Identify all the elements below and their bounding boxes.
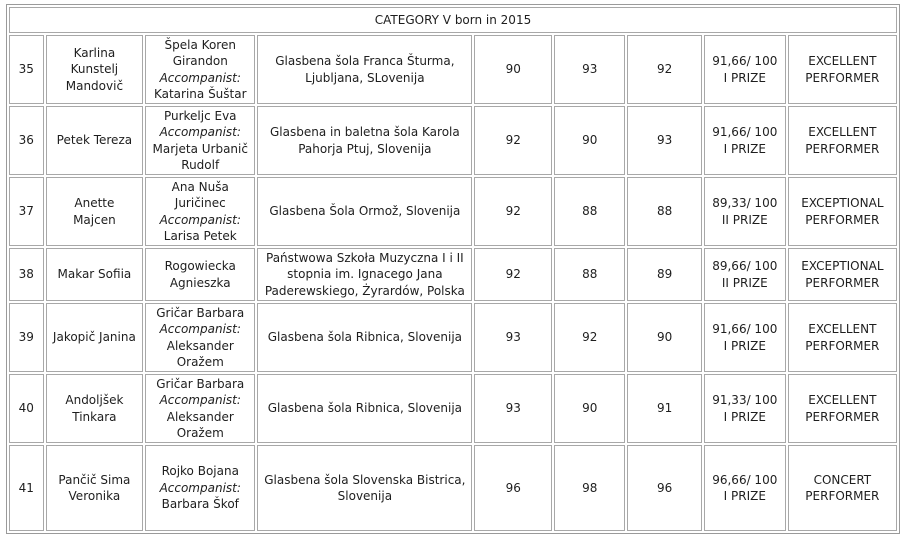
table-caption: CATEGORY V born in 2015: [9, 7, 897, 33]
award-cell: [788, 35, 897, 104]
jury-score-3: 93: [656, 133, 673, 148]
entry-number: 38: [18, 267, 34, 282]
award-cell: [788, 374, 897, 443]
total-score-cell: [704, 303, 786, 372]
total-score: 91,66/ 100: [712, 125, 778, 139]
accompanist-name: Katarina Šuštar: [153, 87, 247, 101]
jury-score-3-cell: [627, 303, 701, 372]
school-cell: [257, 35, 472, 104]
jury-score-2: 93: [582, 62, 598, 77]
competitor-name-cell: [46, 177, 144, 246]
school-cell: [257, 177, 472, 246]
jury-score-1-cell: [474, 445, 552, 531]
jury-score-3: 90: [656, 330, 673, 345]
award-cell: [788, 177, 897, 246]
jury-score-1-cell: [474, 106, 552, 175]
competitor-name-cell: [46, 445, 144, 531]
jury-score-2-cell: [554, 374, 625, 443]
jury-score-1: 96: [505, 480, 521, 495]
teacher-name: Purkeljc Eva: [163, 108, 237, 123]
competitor-name-cell: [46, 374, 144, 443]
award-cell: [788, 106, 897, 175]
entry-number-cell: [9, 303, 44, 372]
competitor-name-line: Makar Sofiia: [57, 267, 132, 282]
jury-score-2-cell: [554, 248, 625, 301]
competitor-name-line: Jakopič Janina: [52, 330, 136, 345]
jury-score-3-cell: [627, 177, 701, 246]
total-score: 91,33/ 100: [712, 393, 778, 407]
entry-number: 36: [18, 133, 34, 148]
table-row: [9, 177, 897, 246]
award-line: EXCELLENT: [808, 54, 877, 68]
competitor-name-line: Karlina: [73, 45, 116, 60]
jury-score-2-cell: [554, 445, 625, 531]
jury-score-1: 92: [505, 267, 521, 282]
jury-score-2-cell: [554, 177, 625, 246]
total-score: 89,66/ 100: [712, 259, 778, 273]
prize-label: I PRIZE: [723, 489, 766, 503]
jury-score-2: 88: [582, 267, 598, 282]
total-score: 91,66/ 100: [712, 54, 778, 68]
jury-score-1: 93: [505, 401, 521, 416]
entry-number-cell: [9, 177, 44, 246]
teacher-name: Gričar Barbara: [156, 376, 245, 391]
award-line: EXCELLENT: [808, 125, 877, 139]
jury-score-3-cell: [627, 374, 701, 443]
competitor-name-line: Kunstelj: [70, 62, 119, 77]
school-cell: [257, 445, 472, 531]
total-score-cell: [704, 374, 786, 443]
jury-score-2-cell: [554, 35, 625, 104]
total-score-cell: [704, 445, 786, 531]
award-cell: [788, 445, 897, 531]
award-line: PERFORMER: [805, 275, 880, 290]
school-name: Glasbena šola Franca Šturma, Ljubljana, SLovenija: [275, 54, 455, 85]
jury-score-1-cell: [474, 303, 552, 372]
competitor-name-line: Majcen: [73, 212, 116, 227]
results-table: [6, 4, 900, 534]
school-cell: [257, 248, 472, 301]
accompanist-label: Accompanist:: [159, 322, 241, 336]
total-score: 89,33/ 100: [712, 196, 778, 210]
teacher-cell: [145, 35, 255, 104]
accompanist-name: Marjeta Urbanič Rudolf: [152, 141, 248, 172]
teacher-name: Ana Nuša Juričinec: [171, 179, 229, 210]
competitor-name-line: Anette: [74, 196, 115, 210]
teacher-name: Rojko Bojana: [161, 464, 239, 479]
competitor-name-line: Pančič Sima: [58, 472, 131, 487]
competitor-name-line: Mandovič: [65, 78, 124, 93]
jury-score-1-cell: [474, 35, 552, 104]
accompanist-label: Accompanist:: [159, 480, 241, 495]
school-cell: [257, 374, 472, 443]
jury-score-3-cell: [627, 248, 701, 301]
total-score-cell: [704, 177, 786, 246]
prize-label: I PRIZE: [723, 338, 766, 353]
teacher-cell: [145, 177, 255, 246]
award-line: EXCEPTIONAL: [801, 259, 884, 273]
school-cell: [257, 106, 472, 175]
jury-score-2: 92: [582, 330, 598, 345]
jury-score-2: 90: [582, 133, 598, 148]
teacher-name: Špela Koren Girandon: [164, 37, 236, 68]
school-name: Glasbena Šola Ormož, Slovenija: [269, 204, 461, 219]
jury-score-3-cell: [627, 445, 701, 531]
award-line: PERFORMER: [805, 409, 880, 424]
award-line: PERFORMER: [805, 489, 880, 503]
competitor-name-cell: [46, 35, 144, 104]
accompanist-label: Accompanist:: [159, 125, 241, 139]
competitor-name-line: Veronika: [68, 489, 121, 503]
award-cell: [788, 303, 897, 372]
prize-label: I PRIZE: [723, 141, 766, 156]
school-name: Glasbena šola Ribnica, Slovenija: [267, 401, 463, 416]
entry-number-cell: [9, 35, 44, 104]
table-row: [9, 35, 897, 104]
table-row: [9, 248, 897, 301]
award-line: EXCELLENT: [808, 322, 877, 336]
jury-score-3: 96: [656, 480, 673, 495]
teacher-cell: [145, 445, 255, 531]
award-line: EXCELLENT: [808, 393, 877, 407]
entry-number-cell: [9, 445, 44, 531]
award-line: PERFORMER: [805, 70, 880, 85]
jury-score-1: 92: [505, 204, 521, 219]
prize-label: II PRIZE: [721, 212, 768, 227]
accompanist-label: Accompanist:: [159, 393, 241, 407]
prize-label: I PRIZE: [723, 70, 766, 85]
competitor-name-line: Andoljšek: [65, 393, 124, 407]
jury-score-3-cell: [627, 106, 701, 175]
competitor-name-cell: [46, 248, 144, 301]
total-score-cell: [704, 35, 786, 104]
prize-label: II PRIZE: [721, 275, 768, 290]
school-name: Glasbena in baletna šola Karola Pahorja Ptuj, Slovenija: [269, 125, 460, 156]
accompanist-name: Aleksander Oražem: [166, 338, 234, 369]
jury-score-1-cell: [474, 177, 552, 246]
award-cell: [788, 248, 897, 301]
award-line: PERFORMER: [805, 141, 880, 156]
entry-number: 41: [18, 480, 34, 495]
award-line: EXCEPTIONAL: [801, 196, 884, 210]
entry-number: 39: [18, 330, 34, 345]
entry-number: 37: [18, 204, 34, 219]
accompanist-label: Accompanist:: [159, 70, 241, 85]
jury-score-1: 90: [505, 62, 521, 77]
table-row: [9, 374, 897, 443]
teacher-cell: [145, 374, 255, 443]
competitor-name-cell: [46, 106, 144, 175]
school-name: Państwowa Szkoła Muzyczna I i II stopnia im. Ignacego Jana Paderewskiego, Żyrardów, Polska: [264, 250, 465, 298]
jury-score-3: 92: [656, 62, 673, 77]
prize-label: I PRIZE: [723, 409, 766, 424]
award-line: CONCERT: [813, 472, 872, 487]
accompanist-name: Barbara Škof: [161, 497, 239, 512]
entry-number-cell: [9, 374, 44, 443]
jury-score-2-cell: [554, 303, 625, 372]
entry-number-cell: [9, 248, 44, 301]
caption-row: [9, 7, 897, 33]
teacher-name: Gričar Barbara: [156, 305, 245, 320]
jury-score-1-cell: [474, 248, 552, 301]
teacher-cell: [145, 248, 255, 301]
jury-score-2-cell: [554, 106, 625, 175]
competitor-name-cell: [46, 303, 144, 372]
school-name: Glasbena šola Ribnica, Slovenija: [267, 330, 463, 345]
accompanist-name: Aleksander Oražem: [166, 409, 234, 440]
competitor-name-line: Petek Tereza: [56, 133, 133, 148]
teacher-cell: [145, 106, 255, 175]
total-score: 91,66/ 100: [712, 322, 778, 336]
table-row: [9, 303, 897, 372]
award-line: PERFORMER: [805, 212, 880, 227]
school-name: Glasbena šola Slovenska Bistrica, Slovenija: [264, 472, 466, 503]
accompanist-label: Accompanist:: [159, 212, 241, 227]
total-score-cell: [704, 106, 786, 175]
table-row: [9, 106, 897, 175]
school-cell: [257, 303, 472, 372]
jury-score-1: 93: [505, 330, 521, 345]
jury-score-2: 88: [582, 204, 598, 219]
accompanist-name: Larisa Petek: [163, 229, 237, 243]
award-line: PERFORMER: [805, 338, 880, 353]
table-row: [9, 445, 897, 531]
total-score: 96,66/ 100: [712, 472, 778, 487]
entry-number-cell: [9, 106, 44, 175]
jury-score-3-cell: [627, 35, 701, 104]
jury-score-3: 91: [656, 401, 673, 416]
jury-score-2: 90: [582, 401, 598, 416]
jury-score-1: 92: [505, 133, 521, 148]
teacher-cell: [145, 303, 255, 372]
teacher-name: Rogowiecka Agnieszka: [164, 259, 236, 290]
competitor-name-line: Tinkara: [72, 409, 117, 424]
entry-number: 40: [18, 401, 34, 416]
jury-score-2: 98: [582, 480, 598, 495]
entry-number: 35: [18, 62, 34, 77]
jury-score-1-cell: [474, 374, 552, 443]
jury-score-3: 89: [656, 267, 673, 282]
results-table-wrapper: [6, 4, 900, 534]
total-score-cell: [704, 248, 786, 301]
jury-score-3: 88: [656, 204, 673, 219]
